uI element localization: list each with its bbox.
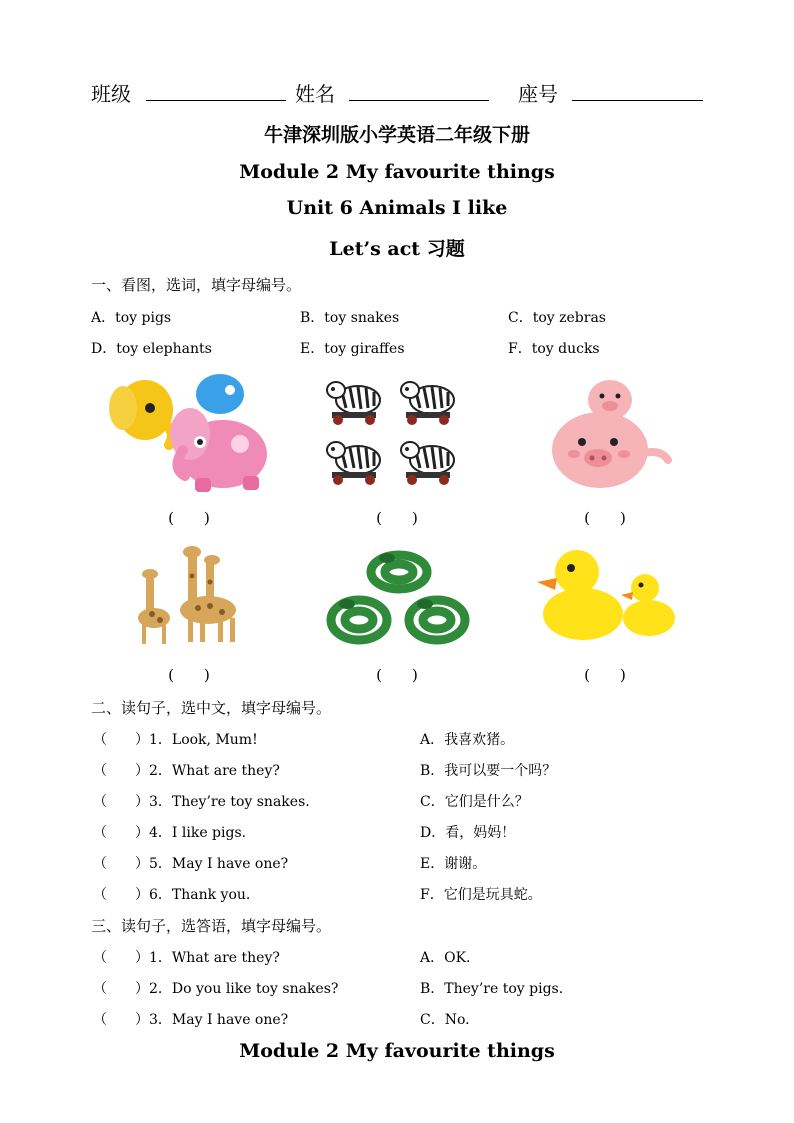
s2-answer-d: D．看，妈妈！ xyxy=(420,825,516,841)
s3-answer-a: A．OK. xyxy=(420,950,471,966)
answer-blank-5[interactable]: ( ) xyxy=(376,666,418,684)
section3-heading: 三、读句子，选答语，填字母编号。 xyxy=(91,917,332,935)
option-b: B．toy snakes xyxy=(300,310,400,326)
snake-toys-image xyxy=(325,550,471,646)
s2-question-3[interactable]: （ ）3．They’re toy snakes. xyxy=(93,794,310,810)
zebra-toys-image xyxy=(322,370,472,490)
answer-blank-6[interactable]: ( ) xyxy=(584,666,626,684)
option-f: F．toy ducks xyxy=(508,341,600,357)
option-a: A．toy pigs xyxy=(91,310,172,326)
s3-answer-c: C．No. xyxy=(420,1012,470,1028)
name-label: 姓名 xyxy=(295,82,335,106)
unit-title: Unit 6 Animals I like xyxy=(286,197,508,219)
elephant-toys-image xyxy=(105,368,275,496)
class-field[interactable] xyxy=(146,100,286,101)
answer-blank-1[interactable]: ( ) xyxy=(168,509,210,527)
s3-question-1[interactable]: （ ）1．What are they? xyxy=(93,950,280,966)
book-title: 牛津深圳版小学英语二年级下册 xyxy=(263,124,530,146)
s2-question-4[interactable]: （ ）4．I like pigs. xyxy=(93,825,247,841)
s2-question-2[interactable]: （ ）2．What are they? xyxy=(93,763,280,779)
s3-question-3[interactable]: （ ）3．May I have one? xyxy=(93,1012,289,1028)
s3-question-2[interactable]: （ ）2．Do you like toy snakes? xyxy=(93,981,339,997)
seat-label: 座号 xyxy=(518,82,558,106)
lesson-title: Let’s act 习题 xyxy=(329,238,465,260)
name-field[interactable] xyxy=(349,100,489,101)
answer-blank-2[interactable]: ( ) xyxy=(376,509,418,527)
class-label: 班级 xyxy=(91,82,131,106)
footer-module-title: Module 2 My favourite things xyxy=(239,1040,555,1062)
s2-question-5[interactable]: （ ）5．May I have one? xyxy=(93,856,289,872)
module-title: Module 2 My favourite things xyxy=(239,161,555,183)
pig-toys-image xyxy=(540,372,672,492)
s2-answer-c: C．它们是什么？ xyxy=(420,794,529,810)
s2-question-6[interactable]: （ ）6．Thank you. xyxy=(93,887,251,903)
duck-toys-image xyxy=(535,542,677,642)
s2-question-1[interactable]: （ ）1．Look, Mum! xyxy=(93,732,258,748)
option-c: C．toy zebras xyxy=(508,310,606,326)
answer-blank-4[interactable]: ( ) xyxy=(168,666,210,684)
s3-answer-b: B．They’re toy pigs. xyxy=(420,981,564,997)
section1-heading: 一、看图，选词，填字母编号。 xyxy=(91,276,302,294)
seat-field[interactable] xyxy=(572,100,703,101)
section2-heading: 二、读句子，选中文，填字母编号。 xyxy=(91,699,332,717)
answer-blank-3[interactable]: ( ) xyxy=(584,509,626,527)
s2-answer-a: A．我喜欢猪。 xyxy=(420,732,515,748)
s2-answer-e: E．谢谢。 xyxy=(420,856,487,872)
s2-answer-b: B．我可以要一个吗？ xyxy=(420,763,557,779)
option-e: E．toy giraffes xyxy=(300,341,405,357)
s2-answer-f: F．它们是玩具蛇。 xyxy=(420,887,542,903)
option-d: D．toy elephants xyxy=(91,341,212,357)
giraffe-toys-image xyxy=(132,546,244,648)
